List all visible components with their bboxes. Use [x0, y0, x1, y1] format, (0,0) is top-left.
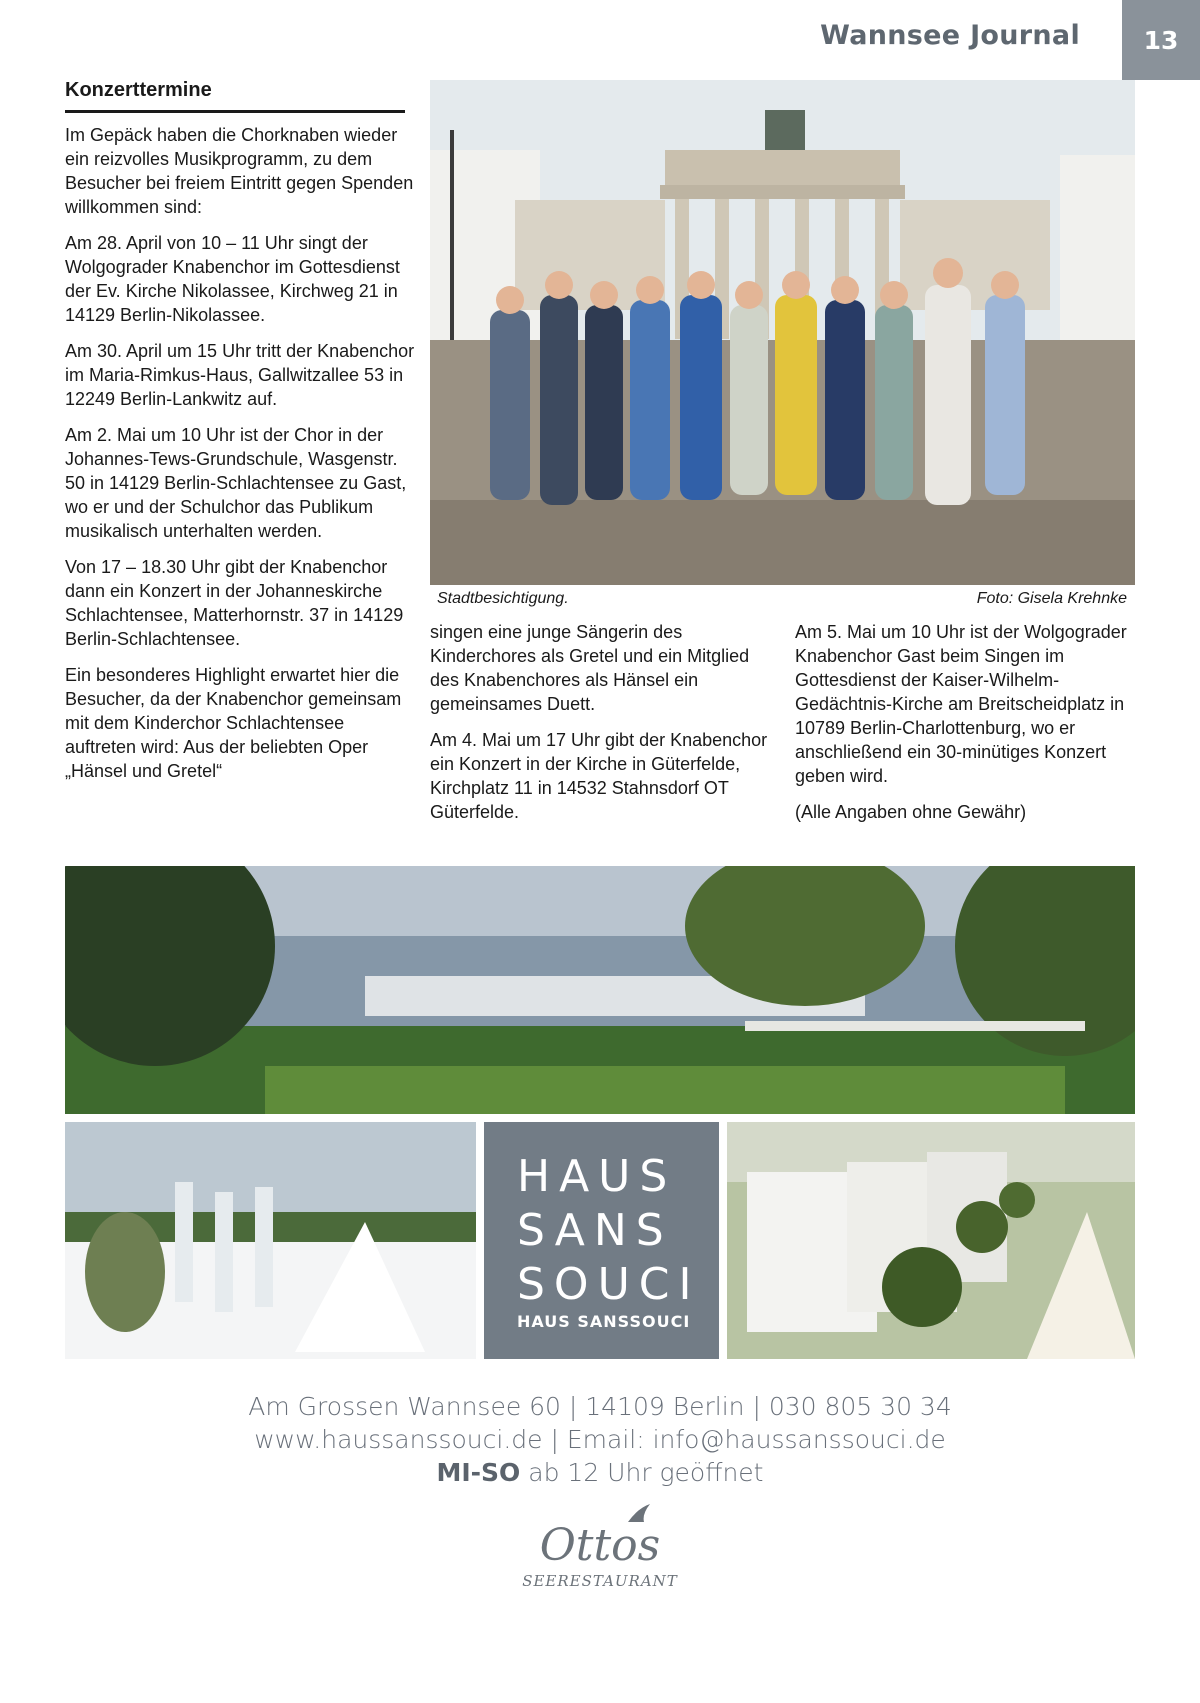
journal-title: Wannsee Journal	[820, 20, 1080, 51]
logo-line: HAUS	[517, 1151, 677, 1202]
article-column-right	[795, 620, 1135, 836]
ad-wedding-chairs-photo	[727, 1122, 1135, 1359]
article-column-left	[65, 123, 415, 795]
haus-sanssouci-logo	[484, 1122, 719, 1359]
ad-lakeside-photo	[65, 866, 1135, 1114]
logo-subtitle: HAUS SANSSOUCI	[517, 1312, 691, 1331]
ad-hours-days: MI-SO	[436, 1458, 521, 1487]
table-setting-illustration	[65, 1122, 476, 1359]
ad-opening-hours	[0, 1456, 1200, 1489]
ottos-name: Ottos	[539, 1520, 661, 1571]
paragraph: Am 4. Mai um 17 Uhr gibt der Knabenchor ein Konzert in der Kirche in Güterfelde, Kirchplatz 11 in 14532 Stahnsdorf OT Güterfelde.	[430, 730, 768, 822]
ottos-logo	[510, 1500, 690, 1590]
page-number: 13	[1122, 0, 1200, 80]
paragraph: Ein besonderes Highlight erwartet hier die Besucher, da der Knabenchor gemeinsam mit dem Kinderchor Schlachtensee auftreten wird: Aus der beliebten Oper „Hänsel und Gretel“	[65, 665, 402, 781]
paragraph: Am 28. April von 10 – 11 Uhr singt der Wolgograder Knabenchor im Gottesdienst der Ev. Kirche Nikolassee, Kirchweg 21 in 14129 Berlin-Nikolassee.	[65, 233, 400, 325]
paragraph: Von 17 – 18.30 Uhr gibt der Knabenchor dann ein Konzert in der Johanneskirche Schlachtensee, Matterhornstr. 37 in 14129 Berlin-Schlachtensee.	[65, 557, 404, 649]
paragraph: Am 30. April um 15 Uhr tritt der Knabenchor im Maria-Rimkus-Haus, Gallwitzallee 53 in 12249 Berlin-Lankwitz auf.	[65, 341, 415, 409]
paragraph: Im Gepäck haben die Chorknaben wieder ein reizvolles Musikprogramm, zu dem Besucher bei freiem Eintritt gegen Spenden willkommen sind:	[65, 125, 414, 217]
logo-line: SANS	[517, 1205, 673, 1256]
logo-wordmark	[517, 1150, 700, 1312]
ad-hours-text: ab 12 Uhr geöffnet	[528, 1458, 764, 1487]
ad-table-setting-photo	[65, 1122, 476, 1359]
photo-credit: Foto: Gisela Krehnke	[976, 590, 1127, 607]
group-photo	[430, 80, 1135, 585]
lakeside-illustration	[65, 866, 1135, 1114]
photo-caption: Stadtbesichtigung.	[437, 590, 569, 607]
ottos-subtitle: SEERESTAURANT	[522, 1572, 678, 1590]
group-photo-illustration	[430, 80, 1135, 585]
paragraph: Am 2. Mai um 10 Uhr ist der Chor in der Johannes-Tews-Grundschule, Wasgenstr. 50 in 14129 Berlin-Schlachtensee zu Gast, wo er und der Schulchor das Publikum musikalisch unterhalten werden.	[65, 425, 407, 541]
paragraph: singen eine junge Sängerin des Kinderchores als Gretel und ein Mitglied des Knabenchores als Hänsel ein gemeinsames Duett.	[430, 622, 750, 714]
article-column-middle	[430, 620, 780, 836]
logo-line: SOUCI	[517, 1259, 701, 1310]
paragraph: Am 5. Mai um 10 Uhr ist der Wolgograder Knabenchor Gast beim Singen im Gottesdienst der Kaiser-Wilhelm-Gedächtnis-Kirche am Breitscheidplatz in 10789 Berlin-Charlottenburg, wo er anschließend ein 30-minütiges Konzert geben wird.	[795, 622, 1127, 786]
ad-address: Am Grossen Wannsee 60 | 14109 Berlin | 030 805 30 34	[248, 1392, 952, 1421]
chairs-illustration	[727, 1122, 1135, 1359]
paragraph: (Alle Angaben ohne Gewähr)	[795, 802, 1027, 822]
photo-caption-row	[437, 590, 1127, 608]
ad-contact-block	[0, 1390, 1200, 1489]
section-heading: Konzerttermine	[65, 79, 405, 113]
ad-web-email: www.haussanssouci.de | Email: info@haussanssouci.de	[254, 1425, 946, 1454]
